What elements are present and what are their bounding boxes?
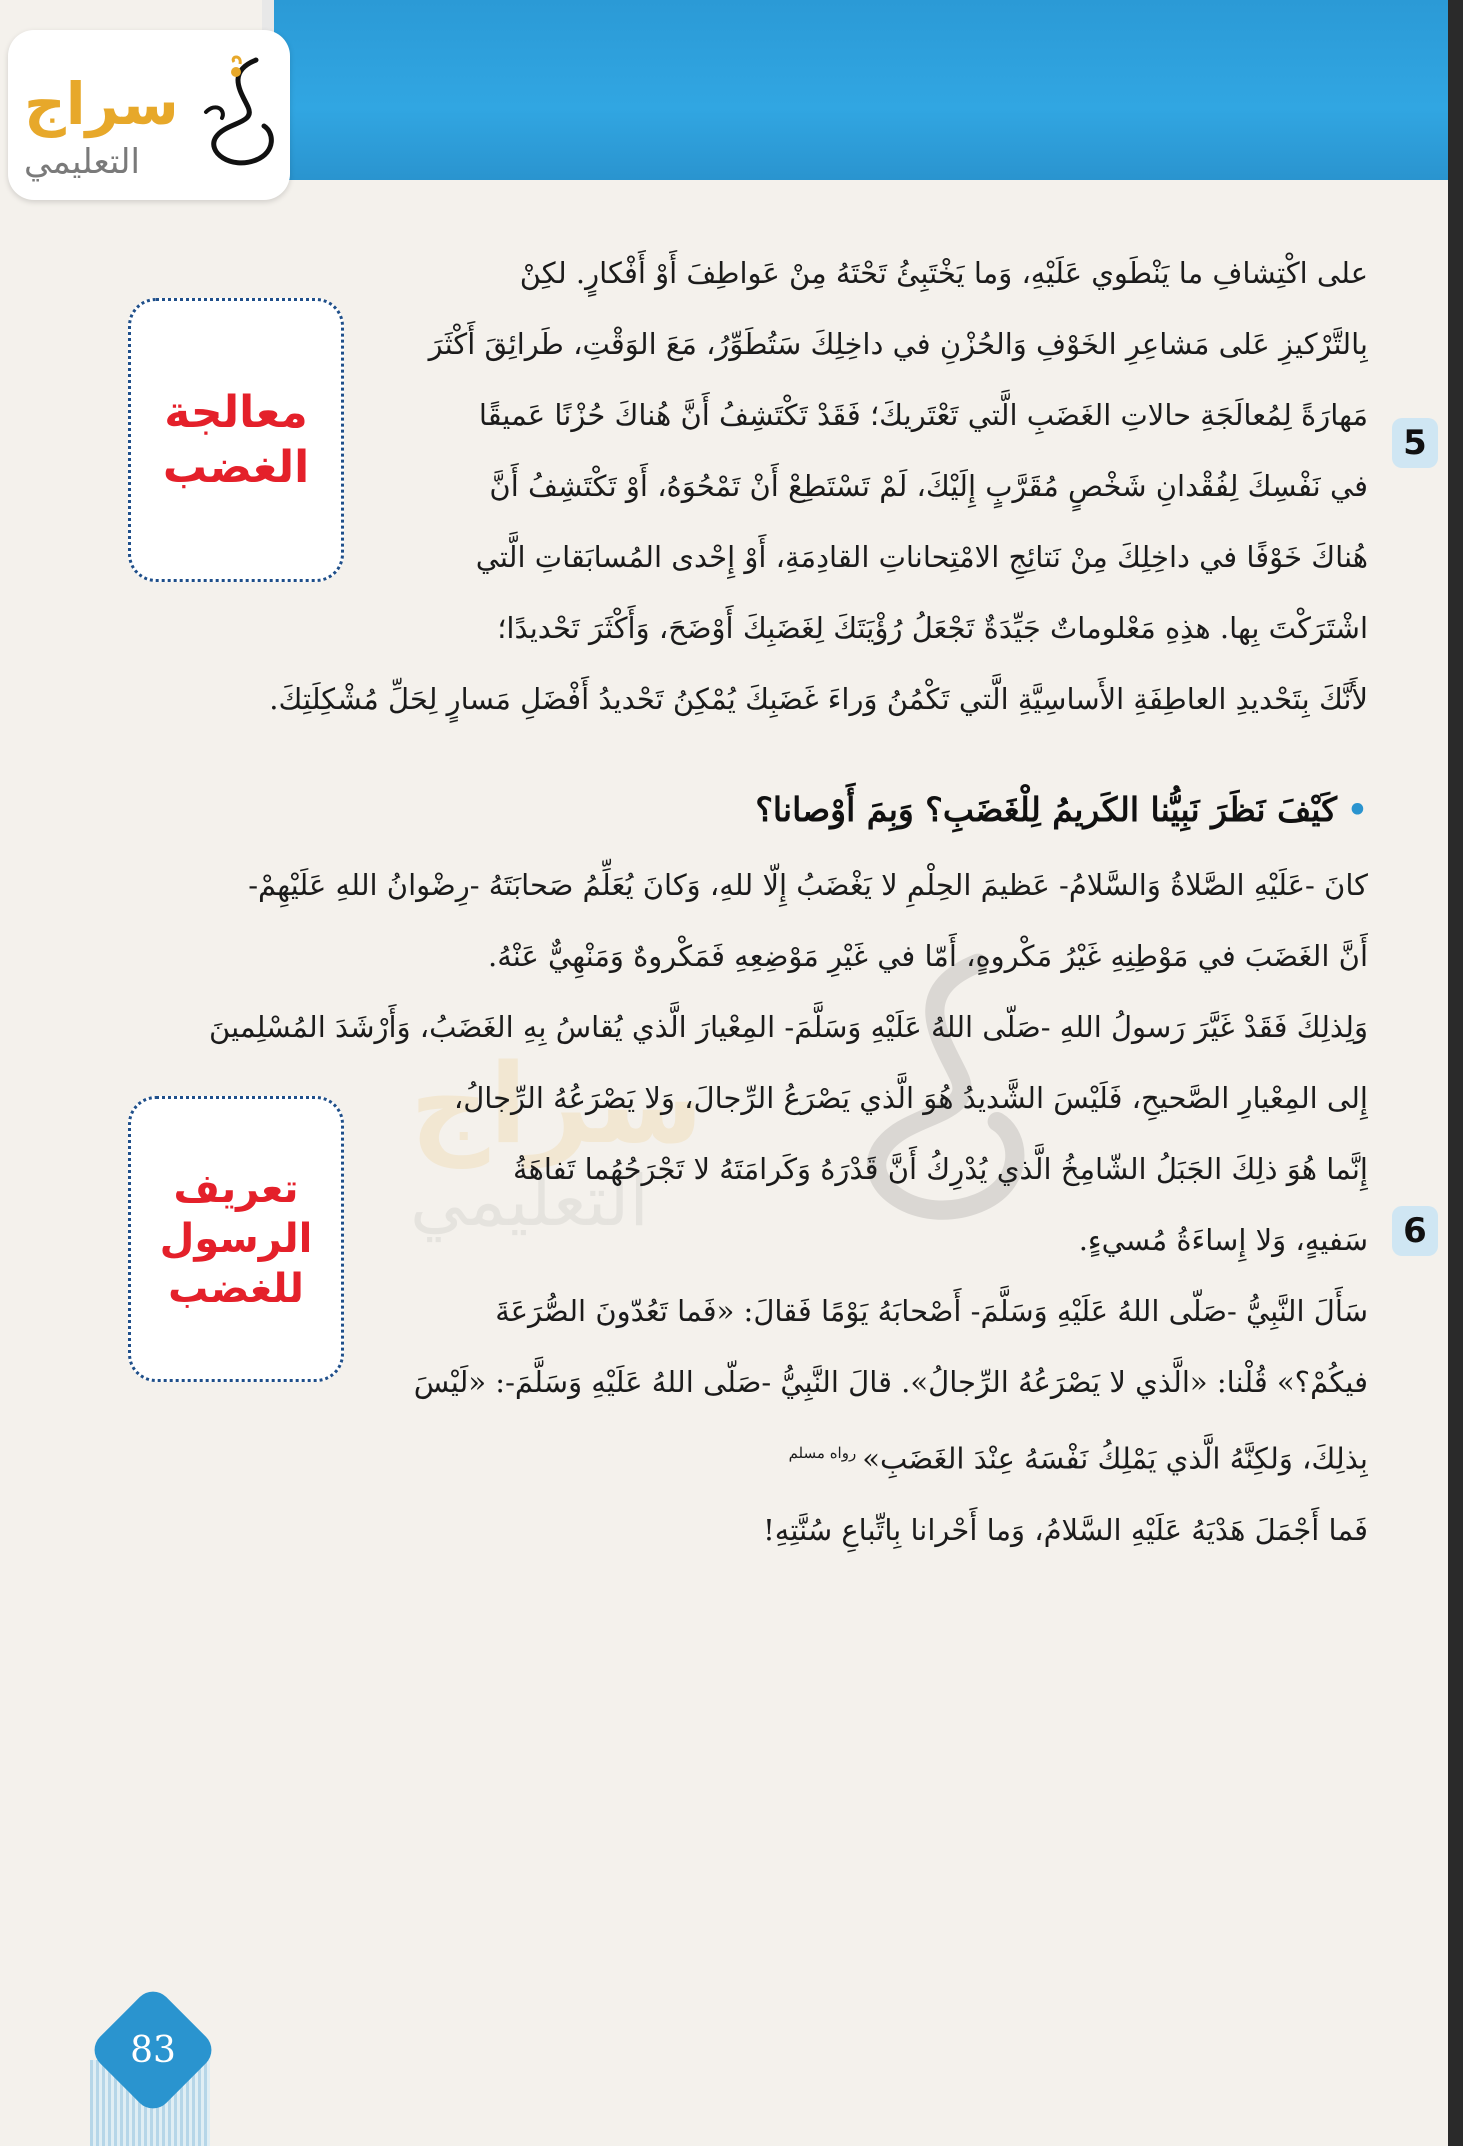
bullet-icon: • <box>1346 790 1368 829</box>
text-line-body: بِذلِكَ، وَلكِنَّهُ الَّذي يَمْلِكُ نَفْسَهُ عِنْدَ الغَضَبِ» <box>862 1441 1368 1476</box>
text-line: وَلِذلِكَ فَقَدْ غَيَّرَ رَسولُ اللهِ -صَلّى اللهُ عَلَيْهِ وَسَلَّمَ- المِعْيارَ الَّذي يُقاسُ بِهِ الغَضَبُ، وَأَرْشَدَ المُسْلِمينَ <box>209 1010 1368 1044</box>
text-line: اشْتَرَكْتَ بِها. هذِهِ مَعْلوماتٌ جَيِّدَةٌ تَجْعَلُ رُؤْيَتَكَ لِغَضَبِكَ أَوْضَحَ، وَأَكْثَرَ تَحْديدًا؛ <box>497 611 1368 645</box>
heading-text: كَيْفَ نَظَرَ نَبِيُّنا الكَريمُ لِلْغَضَبِ؟ وَبِمَ أَوْصانا؟ <box>755 790 1337 829</box>
calligraphy-logo-icon <box>186 52 286 182</box>
side-label-line: الرسول <box>159 1216 313 1262</box>
text-line: كانَ -عَلَيْهِ الصَّلاةُ وَالسَّلامُ- عَظيمَ الحِلْمِ لا يَغْضَبُ إِلّا للهِ، وَكانَ يُعَلِّمُ صَحابَتَهُ -رِضْوانُ اللهِ عَلَيْهِمْ- <box>248 868 1368 902</box>
watermark-name: سراج <box>410 1040 704 1168</box>
text-line: على اكْتِشافِ ما يَنْطَوي عَلَيْهِ، وَما يَخْتَبِئُ تَحْتَهُ مِنْ عَواطِفَ أَوْ أَفْكارٍ. لكِنْ <box>519 256 1368 290</box>
side-label-line: الغضب <box>162 442 310 493</box>
section-5-paragraph <box>168 238 1368 735</box>
page-number: 83 <box>130 2029 176 2071</box>
watermark-subtitle: التعليمي <box>410 1160 649 1242</box>
text-line: فيكُمْ؟» قُلْنا: «الَّذي لا يَصْرَعُهُ الرِّجالُ». قالَ النَّبِيُّ -صَلّى اللهُ عَلَيْهِ وَسَلَّمَ-: «لَيْسَ <box>413 1365 1368 1399</box>
logo-subtitle: التعليمي <box>24 142 140 182</box>
text-line: هُناكَ خَوْفًا في داخِلِكَ مِنْ نَتائِجِ الامْتِحاناتِ القادِمَةِ، أَوْ إِحْدى المُسابَقاتِ الَّتي <box>475 540 1368 574</box>
text-line: سَفيهٍ، وَلا إِساءَةُ مُسيءٍ. <box>1078 1223 1368 1257</box>
narrator-note: رواه مسلم <box>788 1444 857 1462</box>
header-band <box>270 0 1463 180</box>
side-label-line: تعريف <box>173 1166 299 1212</box>
side-label-line: معالجة <box>164 387 308 438</box>
page-edge <box>1448 0 1463 2146</box>
logo-name: سراج <box>24 70 179 138</box>
text-line: بِالتَّرْكيزِ عَلى مَشاعِرِ الخَوْفِ وَالحُزْنِ في داخِلِكَ سَتُطَوِّرُ، مَعَ الوَقْتِ، طَرائِقَ أَكْثَرَ <box>428 327 1368 361</box>
text-line <box>348 1418 1368 1495</box>
text-line: أَنَّ الغَضَبَ في مَوْطِنِهِ غَيْرُ مَكْروهٍ، أَمّا في غَيْرِ مَوْضِعِهِ فَمَكْروهٌ وَمَنْهِيٌّ عَنْهُ. <box>488 939 1368 973</box>
text-line: فَما أَجْمَلَ هَدْيَهُ عَلَيْهِ السَّلامُ، وَما أَحْرانا بِاتِّباعِ سُنَّتِهِ! <box>763 1512 1368 1547</box>
side-label-line: للغضب <box>168 1266 304 1312</box>
section-6-paragraph <box>138 850 1368 1566</box>
text-line: لأَنَّكَ بِتَحْديدِ العاطِفَةِ الأَساسِيَّةِ الَّتي تَكْمُنُ وَراءَ غَضَبِكَ يُمْكِنُ تَحْديدُ أَفْضَلِ مَسارٍ لِحَلِّ مُشْكِلَتِكَ. <box>269 682 1368 716</box>
section-number-badge: 6 <box>1392 1206 1438 1256</box>
text-line: في نَفْسِكَ لِفُقْدانِ شَخْصٍ مُقَرَّبٍ إِلَيْكَ، لَمْ تَسْتَطِعْ أَنْ تَمْحُوَهُ، أَوْ تَكْتَشِفُ أَنَّ <box>489 469 1368 503</box>
section-number-badge: 5 <box>1392 418 1438 468</box>
logo <box>8 30 290 200</box>
text-line: إِلى المِعْيارِ الصَّحيحِ، فَلَيْسَ الشَّديدُ هُوَ الَّذي يَصْرَعُ الرِّجالَ، وَلا يَصْرَعُهُ الرِّجالُ، <box>453 1081 1368 1115</box>
text-line: إِنَّما هُوَ ذلِكَ الجَبَلُ الشّامِخُ الَّذي يُدْرِكُ أَنَّ قَدْرَهُ وَكَرامَتَهُ لا تَجْرَحُهُما تَفاهَةُ <box>513 1152 1368 1186</box>
question-heading <box>755 790 1368 829</box>
text-line: سَأَلَ النَّبِيُّ -صَلّى اللهُ عَلَيْهِ وَسَلَّمَ- أَصْحابَهُ يَوْمًا فَقالَ: «فَما تَعُدّونَ الصُّرَعَةَ <box>495 1294 1368 1328</box>
text-line: مَهارَةً لِمُعالَجَةِ حالاتِ الغَضَبِ الَّتي تَعْتَريكَ؛ فَقَدْ تَكْتَشِفُ أَنَّ هُناكَ حُزْنًا عَميقًا <box>478 398 1368 432</box>
page-number-badge <box>88 1985 218 2115</box>
